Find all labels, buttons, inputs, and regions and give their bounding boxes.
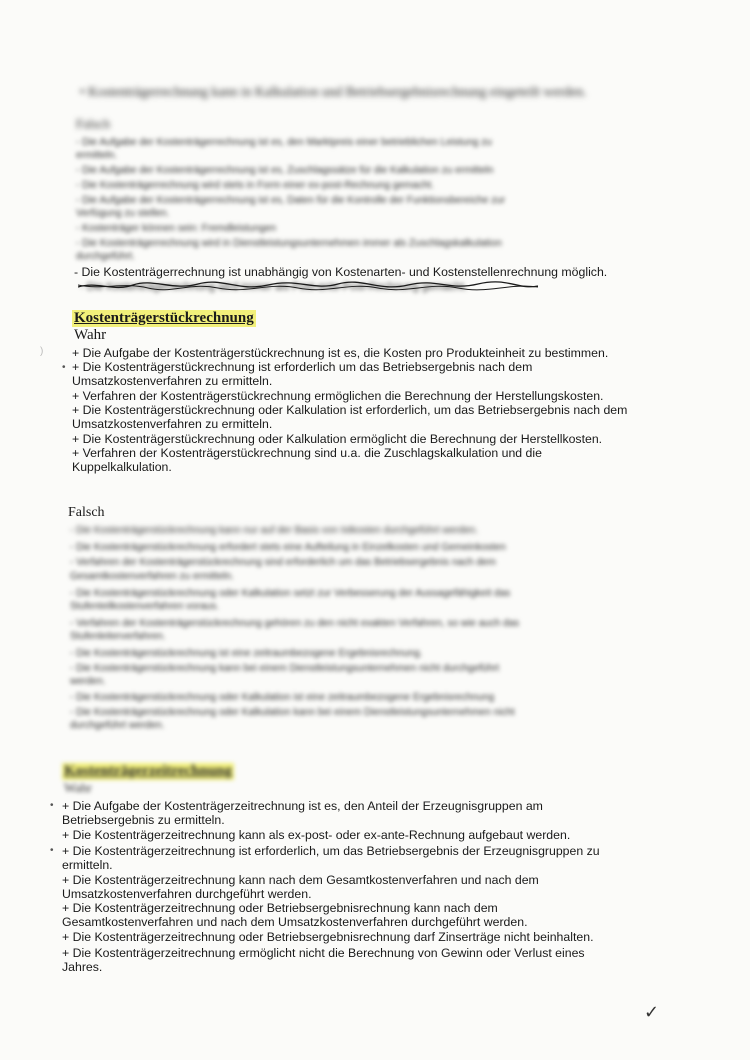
list-item: - Die Aufgabe der Kostenträgerrechnung ist es, den Marktpreis einer betrieblichen Leistung zu — [76, 137, 492, 148]
list-item: - Die Aufgabe der Kostenträgerrechnung ist es, Daten für die Kontrolle der Funktionsbereiche zur — [76, 195, 506, 206]
check-mark-icon: ✓ — [644, 1002, 660, 1023]
list-item: - Verfahren der Kostenträgerstückrechnung sind erforderlich um das Betriebsergebnis nach dem — [70, 557, 496, 568]
list-item: + Die Kostenträgerzeitrechnung ermöglicht nicht die Berechnung von Gewinn oder Verlust eines — [62, 946, 585, 960]
list-item: + Verfahren der Kostenträgerstückrechnung ermöglichen die Berechnung der Herstellungskosten. — [72, 389, 604, 403]
top-bullet: • Kostenträgerrechnung kann in Kalkulation und Betriebsergebnisrechnung eingeteilt werden. — [80, 84, 587, 99]
list-item: ermitteln. — [76, 150, 118, 161]
list-item: durchgeführt werden. — [70, 720, 165, 731]
list-item: Umsatzkostenverfahren durchgeführt werden. — [62, 887, 312, 901]
struck-line: - Die Kostenträgerrechnung wird immer als Post-ante-Post-Rechnung gemacht. — [80, 281, 468, 293]
list-item: + Die Kostenträgerzeitrechnung kann als ex-post- oder ex-ante-Rechnung aufgebaut werden. — [62, 828, 571, 842]
list-item: - Die Kostenträgerstückrechnung oder Kalkulation kann bei einem Dienstleistungsunternehmen nicht — [70, 707, 515, 718]
list-item: - Kostenträger können sein: Fremdleistungen — [76, 223, 277, 234]
section1-clear-line: - Die Kostenträgerrechnung ist unabhängig von Kostenarten- und Kostenstellenrechnung möglich. — [74, 265, 608, 279]
list-item: + Verfahren der Kostenträgerstückrechnung sind u.a. die Zuschlagskalkulation und die — [72, 446, 542, 460]
list-item: + Die Kostenträgerzeitrechnung oder Betriebsergebnisrechnung darf Zinserträge nicht beinhalten. — [62, 930, 594, 944]
section2-heading: Kostenträgerstückrechnung — [74, 310, 254, 326]
list-item: + Die Kostenträgerstückrechnung ist erforderlich um das Betriebsergebnis nach dem — [72, 360, 533, 374]
list-item: werden. — [70, 676, 106, 687]
list-item: Gesamtkostenverfahren und nach dem Umsatzkostenverfahren durchgeführt werden. — [62, 915, 528, 929]
section3-true-label: Wahr — [64, 780, 92, 795]
margin-dot: • — [50, 845, 54, 856]
list-item: - Die Kostenträgerstückrechnung kann bei einem Dienstleistungsunternehmen nicht durchgeführt — [70, 663, 500, 674]
list-item: - Die Kostenträgerrechnung wird stets in Form einer ex-post-Rechnung gemacht. — [76, 180, 434, 191]
list-item: + Die Kostenträgerstückrechnung oder Kalkulation ist erforderlich, um das Betriebsergebnis nach dem — [72, 403, 628, 417]
list-item: - Die Aufgabe der Kostenträgerrechnung ist es, Zuschlagssätze für die Kalkulation zu ermitteln — [76, 165, 494, 176]
margin-dot: • — [50, 800, 54, 811]
list-item: + Die Kostenträgerstückrechnung oder Kalkulation ermöglicht die Berechnung der Herstellkosten. — [72, 432, 603, 446]
list-item: ermitteln. — [62, 858, 113, 872]
section3-heading: Kostenträgerzeitrechnung — [64, 763, 233, 779]
list-item: - Die Kostenträgerstückrechnung oder Kalkulation ist eine zeitraumbezogene Ergebnisrechnung — [70, 692, 495, 703]
list-item: Umsatzkostenverfahren zu ermitteln. — [72, 374, 273, 388]
list-item: + Die Kostenträgerzeitrechnung oder Betriebsergebnisrechnung kann nach dem — [62, 901, 498, 915]
margin-dot: • — [62, 362, 66, 373]
scribble-strike — [78, 278, 538, 294]
list-item: - Die Kostenträgerstückrechnung ist eine zeitraumbezogene Ergebnisrechnung. — [70, 648, 423, 659]
section2-false-label: Falsch — [68, 505, 105, 520]
list-item: + Die Aufgabe der Kostenträgerzeitrechnung ist es, den Anteil der Erzeugnisgruppen am — [62, 799, 543, 813]
list-item: - Verfahren der Kostenträgerstückrechnung gehören zu den nicht exakten Verfahren, so wie auch das — [70, 618, 520, 629]
list-item: Stufenleiterverfahren. — [70, 631, 166, 642]
list-item: Gesamtkostenverfahren zu ermitteln. — [70, 571, 234, 582]
section2-true-label: Wahr — [74, 327, 107, 343]
list-item: Stufenteilkostenverfahren voraus. — [70, 601, 219, 612]
margin-paren: ) — [40, 346, 44, 357]
list-item: Betriebsergebnis zu ermitteln. — [62, 813, 225, 827]
list-item: + Die Aufgabe der Kostenträgerstückrechnung ist es, die Kosten pro Produkteinheit zu bestimmen. — [72, 346, 609, 360]
list-item: - Die Kostenträgerrechnung wird in Dienstleistungsunternehmen immer als Zuschlagskalkulation — [76, 238, 502, 249]
list-item: + Die Kostenträgerzeitrechnung ist erforderlich, um das Betriebsergebnis der Erzeugnisgruppen zu — [62, 844, 600, 858]
list-item: + Die Kostenträgerzeitrechnung kann nach dem Gesamtkostenverfahren und nach dem — [62, 873, 539, 887]
list-item: durchgeführt. — [76, 251, 135, 262]
list-item: - Die Kostenträgerstückrechnung erfordert stets eine Aufteilung in Einzelkosten und Gemeinkosten — [70, 542, 506, 553]
list-item: Kuppelkalkulation. — [72, 460, 172, 474]
section1-false-label: Falsch — [76, 116, 110, 131]
list-item: - Die Kostenträgerstückrechnung oder Kalkulation setzt zur Verbesserung der Aussagefähigkeit das — [70, 588, 511, 599]
list-item: - Die Kostenträgerstückrechnung kann nur auf der Basis von Istkosten durchgeführt werden. — [70, 525, 479, 536]
list-item: Jahres. — [62, 960, 103, 974]
list-item: Verfügung zu stellen. — [76, 208, 170, 219]
list-item: Umsatzkostenverfahren zu ermitteln. — [72, 417, 273, 431]
